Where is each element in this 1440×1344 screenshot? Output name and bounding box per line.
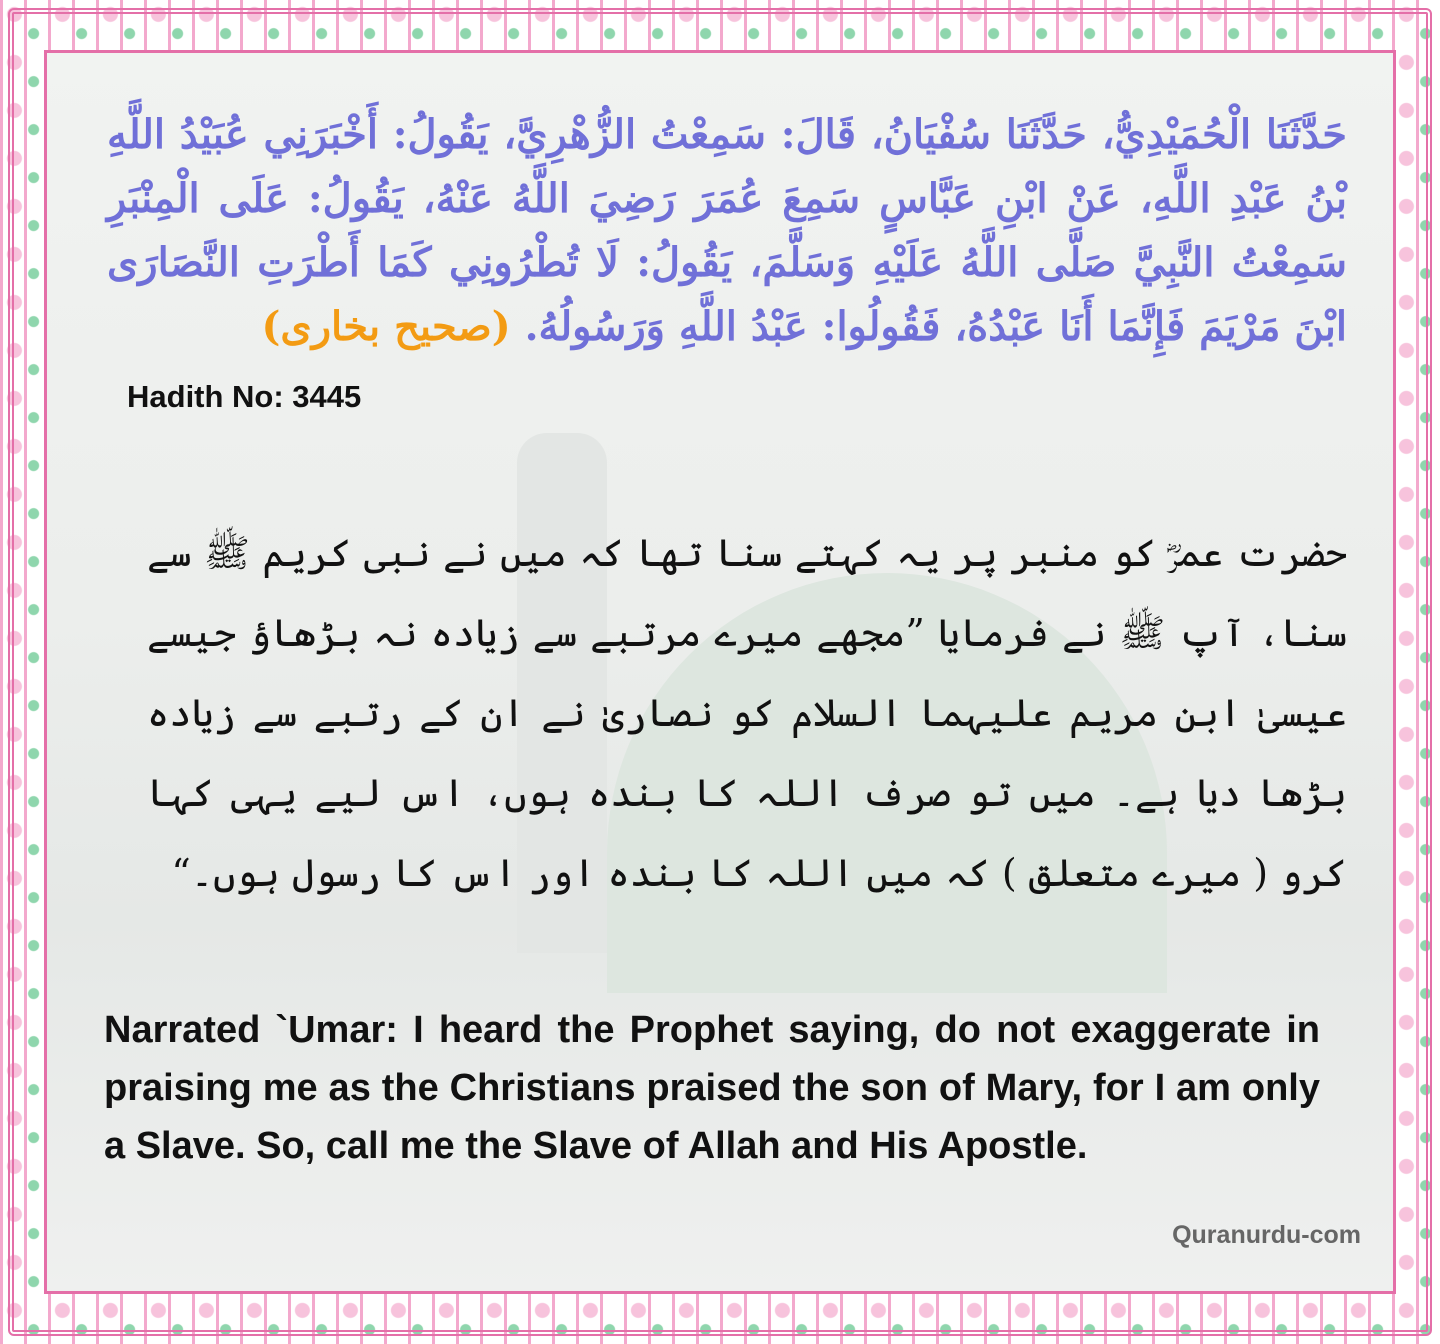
site-watermark: Quranurdu-com bbox=[1172, 1221, 1361, 1249]
content-panel bbox=[44, 50, 1396, 1294]
book-reference: (صحیح بخاری) bbox=[261, 303, 511, 350]
english-translation: Narrated `Umar: I heard the Prophet saying, do not exaggerate in praising me as the Christians praised the son of Mary, for I am only a Slave. So, call me the Slave of Allah and His Apostle. bbox=[104, 1009, 1320, 1167]
arabic-hadith-text bbox=[107, 103, 1347, 359]
urdu-translation: حضرت عمرؓ کو منبر پر یہ کہتے سنا تھا کہ میں نے نبی کریم ﷺ سے سنا، آپ ﷺ نے فرمایا ”مجھے میرے مرتبے سے زیادہ نہ بڑھاؤ جیسے عیسیٰ ابن مریم علیہما السلام کو نصاریٰ نے ان کے رتبے سے زیادہ بڑھا دیا ہے۔ میں تو صرف اللہ کا بندہ ہوں، اس لیے یہی کہا کرو ( میرے متعلق ) کہ میں اللہ کا بندہ اور اس کا رسول ہوں۔“ bbox=[147, 531, 1347, 895]
arabic-text: حَدَّثَنَا الْحُمَيْدِيُّ، حَدَّثَنَا سُفْيَانُ، قَالَ: سَمِعْتُ الزُّهْرِيَّ، يَقُولُ: أَخْبَرَنِي عُبَيْدُ اللَّهِ بْنُ عَبْدِ اللَّهِ، عَنْ ابْنِ عَبَّاسٍ سَمِعَ عُمَرَ رَضِيَ اللَّهُ عَنْهُ، يَقُولُ: عَلَى الْمِنْبَرِ سَمِعْتُ النَّبِيَّ صَلَّى اللَّهُ عَلَيْهِ وَسَلَّمَ، يَقُولُ: لَا تُطْرُونِي كَمَا أَطْرَتِ النَّصَارَى ابْنَ مَرْيَمَ فَإِنَّمَا أَنَا عَبْدُهُ، فَقُولُوا: عَبْدُ اللَّهِ وَرَسُولُهُ. bbox=[107, 111, 1347, 350]
hadith-number: Hadith No: 3445 bbox=[127, 379, 362, 414]
